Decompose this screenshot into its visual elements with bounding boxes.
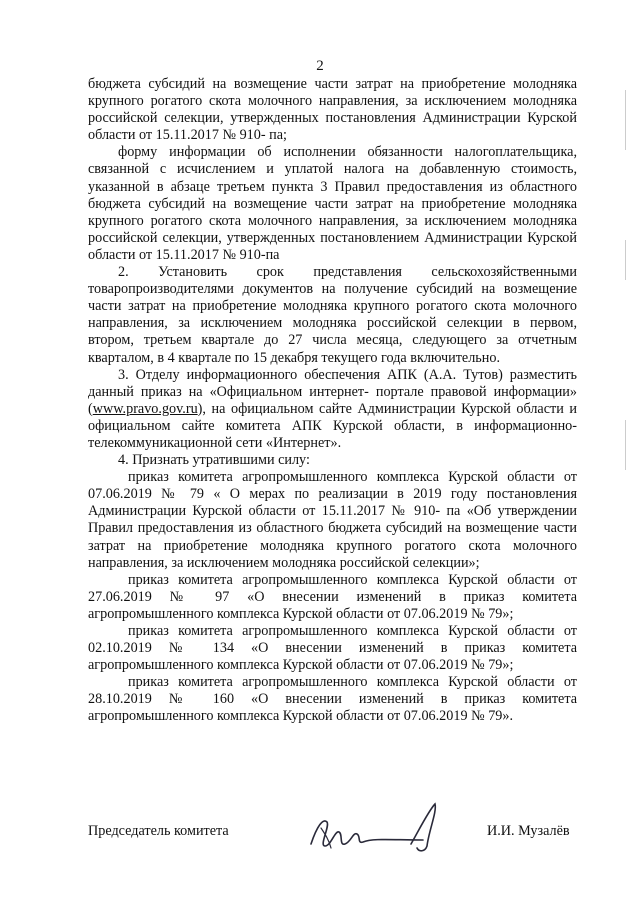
pravo-link[interactable]: www.pravo.gov.ru [92, 400, 198, 417]
paragraph-4-end: ), на официальном сайте Администрации Курской области и официальном сайте комитета АПК Курской области, в информационно- телекоммуникационной сети «Интернет». [88, 400, 577, 451]
order-4: приказ комитета агропромышленного комплекса Курской области от 28.10.2019 № 160 «О внесении изменений в приказ комитета агропромышленного комплекса Курской области от 07.06.2019 № 79». [88, 674, 577, 725]
paragraph-4 [88, 367, 577, 452]
order-1: приказ комитета агропромышленного комплекса Курской области от 07.06.2019 № 79 « О мерах по реализации в 2019 году постановления Администрации Курской области от 15.11.2017 № 910- па «Об утверждении Правил предоставления из областного бюджета субсидий на возмещение части затрат на приобретение молодняка крупного рогатого скота молочного направления, за исключением молодняка российской селекции»; [88, 469, 577, 571]
document-body [88, 76, 577, 726]
handwritten-signature [303, 800, 473, 860]
signatory-title: Председатель комитета [88, 823, 229, 839]
scan-artifact [625, 240, 626, 280]
paragraph-3: 2. Установить срок представления сельскохозяйственными товаропроизводителями документов на получение субсидий на возмещение части затрат на приобретение молодняка крупного рогатого скота молочного направления, за исключением молодняка российской селекции в первом, втором, третьем квартале до 27 числа месяца, следующего за отчетным кварталом, в 4 квартале по 15 декабря текущего года включительно. [88, 264, 577, 366]
order-3: приказ комитета агропромышленного комплекса Курской области от 02.10.2019 № 134 «О внесении изменений в приказ комитета агропромышленного комплекса Курской области от 07.06.2019 № 79»; [88, 623, 577, 674]
paragraph-4-start: 3. Отделу информационного обеспечения АПК (А.А. Тутов) разместить данный приказ на «Официальном интернет- портале правовой информации» ( [88, 366, 577, 417]
signature-block [88, 818, 588, 878]
order-2: приказ комитета агропромышленного комплекса Курской области от 27.06.2019 № 97 «О внесении изменений в приказ комитета агропромышленного комплекса Курской области от 07.06.2019 № 79»; [88, 571, 577, 622]
signatory-name: И.И. Музалёв [487, 823, 570, 839]
scan-artifact [625, 420, 626, 470]
item-4-heading: 4. Признать утратившими силу: [118, 452, 310, 469]
scan-artifact [625, 90, 626, 150]
page-number: 2 [316, 58, 324, 74]
paragraph-2: форму информации об исполнении обязанности налогоплательщика, связанной с исчислением и уплатой налога на добавленную стоимость, указанной в абзаце третьем пункта 3 Правил предоставления из областного бюджета субсидий на возмещение части затрат на приобретение молодняка крупного рогатого скота молочного направления, за исключением молодняка российской селекции, утвержденных постановлением Администрации Курской области от 15.11.2017 № 910-па [88, 144, 577, 263]
paragraph-1: бюджета субсидий на возмещение части затрат на приобретение молодняка крупного рогатого скота молочного направления, за исключением молодняка российской селекции, утвержденных постановления Администрации Курской области от 15.11.2017 № 910- па; [88, 76, 577, 144]
